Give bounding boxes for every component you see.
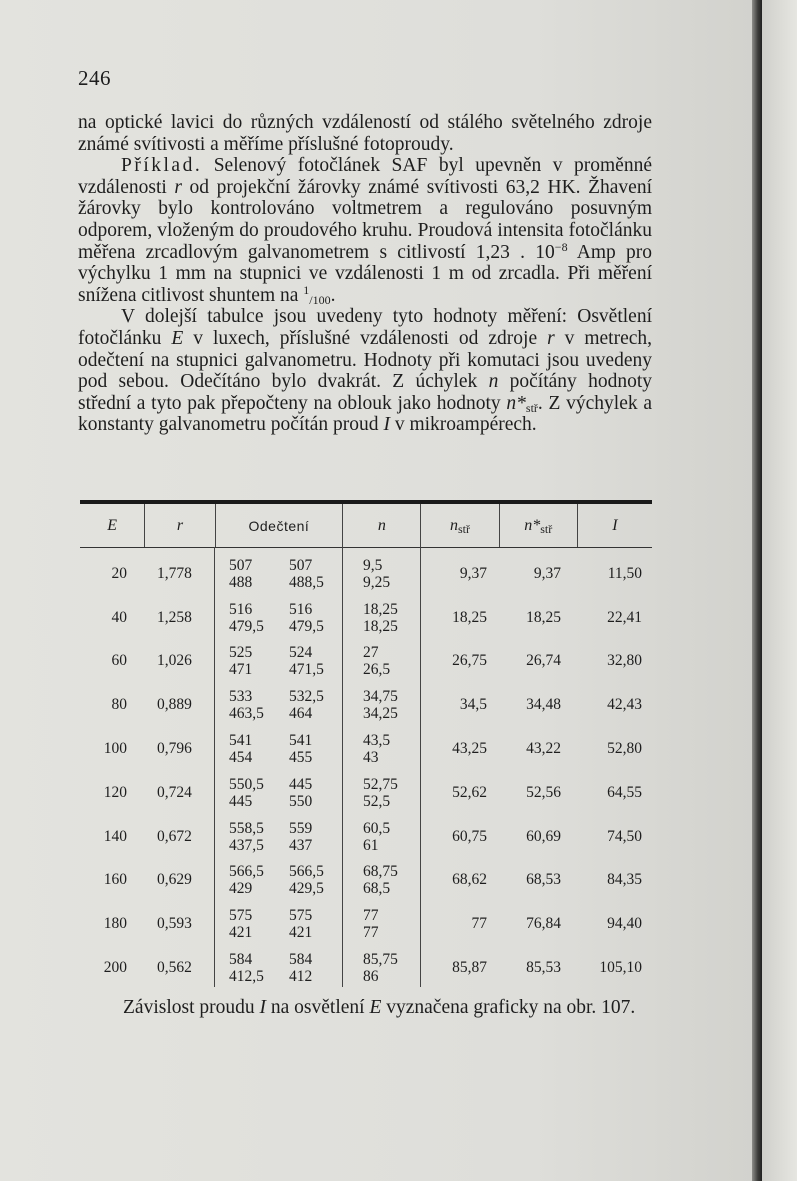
cell-nstr: 9,37	[459, 564, 487, 582]
deflection-2: 9,25	[363, 573, 391, 591]
cell-nstarstr: 18,25	[526, 608, 561, 626]
symbol-I: I	[259, 997, 266, 1018]
cell-n	[343, 815, 421, 859]
deflection-1: 85,75	[363, 951, 398, 969]
deflection-1: 43,5	[363, 732, 391, 750]
reading-top	[229, 644, 312, 661]
reading-top	[229, 732, 312, 749]
reading-top	[229, 863, 324, 880]
reading-bottom	[229, 618, 324, 635]
reading-top	[229, 951, 312, 968]
cell-odecteni	[215, 815, 343, 859]
paragraph-3-text-d: počítány hodnoty střední a tyto pak přepočteny na oblouk jako hodnoty	[78, 371, 652, 414]
reading-bottom	[229, 924, 312, 941]
cell-n	[343, 771, 421, 815]
closing-text-c: vyznačena graficky na obr. 107.	[381, 997, 636, 1018]
symbol-n: n	[488, 371, 499, 393]
deflection-1: 77	[363, 907, 379, 925]
reading-1b: 566,5	[289, 863, 324, 881]
reading-top	[229, 907, 312, 924]
reading-1b: 516	[289, 600, 313, 618]
book-spine-shadow	[752, 0, 762, 1181]
reading-1a: 541	[229, 732, 253, 750]
cell-E: 100	[103, 740, 127, 758]
reading-1b: 445	[289, 775, 313, 793]
cell-nstarstr: 26,74	[526, 652, 561, 670]
cell-nstarstr: 85,53	[526, 959, 561, 977]
reading-1a: 550,5	[229, 775, 264, 793]
reading-1a: 584	[229, 951, 253, 969]
reading-1a: 516	[229, 600, 253, 618]
reading-bottom	[229, 968, 312, 985]
header-odecteni: Odečtení	[215, 504, 343, 547]
reading-2b: 479,5	[289, 617, 324, 635]
closing-paragraph-text	[80, 996, 654, 1020]
reading-2a: 421	[229, 924, 253, 942]
deflection-1: 34,75	[363, 688, 398, 706]
closing-text-a: Závislost proudu	[123, 997, 260, 1018]
reading-bottom	[229, 749, 312, 766]
paragraph-1: na optické lavici do různých vzdáleností od stálého světelného zdroje známé svítivosti a měříme příslušné fotoproudy.	[78, 112, 652, 155]
cell-nstr: 60,75	[452, 827, 487, 845]
table-row	[80, 683, 652, 727]
deflection-1: 9,5	[363, 556, 383, 574]
reading-2a: 454	[229, 749, 253, 767]
cell-odecteni	[215, 859, 343, 903]
cell-I: 22,41	[607, 608, 642, 626]
table-body	[80, 548, 652, 990]
table-header	[80, 504, 652, 548]
reading-1a: 566,5	[229, 863, 264, 881]
table-row	[80, 815, 652, 859]
reading-2a: 429	[229, 880, 253, 898]
reading-1b: 532,5	[289, 688, 324, 706]
paragraph-3-text-a: V dolejší tabulce jsou uvedeny tyto hodnoty měření: Osvětlení fotočlánku	[78, 306, 652, 349]
deflection-1: 68,75	[363, 863, 398, 881]
table-row	[80, 552, 652, 596]
table-row	[80, 946, 652, 990]
cell-odecteni	[215, 946, 343, 990]
paragraph-2-text-b: od projekční žárovky známé svítivosti 63,2 HK. Žhavení žárovky bylo kontrolováno voltmetrem a regulováno posuvným odporem, vloženým do proudového kruhu. Proudová intensita fotočlánku měřena zrcadlovým galvanometrem s citlivostí 1,23 . 10	[78, 176, 652, 263]
deflection-2: 18,25	[363, 617, 398, 635]
symbol-r: r	[174, 176, 182, 198]
fraction-denominator: /100	[309, 292, 331, 307]
closing-text-b: na osvětlení	[266, 997, 370, 1018]
cell-I: 64,55	[607, 783, 642, 801]
cell-nstarstr: 52,56	[526, 783, 561, 801]
cell-I: 74,50	[607, 827, 642, 845]
cell-r: 0,889	[157, 696, 192, 714]
reading-1a: 507	[229, 556, 253, 574]
header-nstr-symbol: n	[450, 516, 459, 534]
table-row	[80, 771, 652, 815]
cell-odecteni	[215, 552, 343, 596]
cell-n	[343, 859, 421, 903]
header-nstr-subscript: stř	[458, 522, 471, 536]
cell-E: 20	[111, 564, 127, 582]
cell-I: 94,40	[607, 915, 642, 933]
deflection-2: 34,25	[363, 705, 398, 723]
paragraph-2	[78, 155, 652, 306]
fraction-numerator: 1	[303, 282, 310, 297]
reading-2b: 412	[289, 968, 313, 986]
reading-bottom	[229, 705, 312, 722]
reading-2b: 429,5	[289, 880, 324, 898]
symbol-E: E	[171, 327, 184, 349]
table-row	[80, 640, 652, 684]
symbol-I: I	[383, 414, 390, 436]
column-divider	[420, 547, 421, 987]
deflection-2: 26,5	[363, 661, 391, 679]
reading-2b: 550	[289, 792, 313, 810]
cell-E: 60	[111, 652, 127, 670]
cell-r: 0,562	[157, 959, 192, 977]
deflection-2: 77	[363, 924, 379, 942]
reading-2a: 479,5	[229, 617, 264, 635]
column-divider	[214, 547, 215, 987]
column-divider	[342, 547, 343, 987]
closing-paragraph	[80, 996, 654, 1020]
paragraph-2-end: .	[330, 284, 336, 306]
cell-nstr: 85,87	[452, 959, 487, 977]
reading-1b: 524	[289, 644, 313, 662]
cell-nstr: 18,25	[452, 608, 487, 626]
cell-nstarstr: 43,22	[526, 740, 561, 758]
deflection-1: 27	[363, 644, 379, 662]
reading-bottom	[229, 661, 324, 678]
page-number: 246	[78, 66, 111, 90]
reading-2a: 471	[229, 661, 253, 679]
cell-nstr: 52,62	[452, 783, 487, 801]
table-row	[80, 859, 652, 903]
cell-I: 84,35	[607, 871, 642, 889]
cell-nstr: 26,75	[452, 652, 487, 670]
deflection-1: 60,5	[363, 819, 391, 837]
cell-r: 1,026	[157, 652, 192, 670]
cell-I: 42,43	[607, 696, 642, 714]
cell-E: 120	[103, 783, 127, 801]
cell-n	[343, 727, 421, 771]
header-nstr	[420, 504, 498, 547]
cell-r: 0,672	[157, 827, 192, 845]
cell-n	[343, 946, 421, 990]
symbol-nstar-subscript: stř	[525, 400, 538, 415]
paragraph-3-text-f: v mikroampérech.	[389, 414, 537, 436]
reading-top	[229, 776, 312, 793]
paragraph-3-text-e: . Z výchylek a konstanty galvanometru počítán proud	[78, 392, 652, 436]
reading-top	[229, 557, 312, 574]
reading-top	[229, 820, 312, 837]
reading-1b: 507	[289, 556, 313, 574]
cell-E: 80	[111, 696, 127, 714]
reading-1a: 558,5	[229, 819, 264, 837]
paragraph-3-text-b: v luxech, příslušné vzdálenosti od zdroje	[183, 327, 548, 349]
paragraph-3	[78, 306, 652, 436]
cell-odecteni	[215, 596, 343, 640]
header-nstarstr-symbol: n*	[524, 516, 541, 534]
deflection-2: 43	[363, 749, 379, 767]
header-nstarstr	[499, 504, 577, 547]
paragraph-2-text-a: Selenový fotočlánek SAF byl upevněn v proměnné vzdálenosti	[78, 155, 652, 198]
cell-nstarstr: 34,48	[526, 696, 561, 714]
cell-odecteni	[215, 640, 343, 684]
symbol-E: E	[369, 997, 382, 1018]
reading-1b: 575	[289, 907, 313, 925]
reading-2b: 488,5	[289, 573, 324, 591]
cell-r: 0,629	[157, 871, 192, 889]
cell-n	[343, 902, 421, 946]
deflection-2: 61	[363, 836, 379, 854]
deflection-2: 86	[363, 968, 379, 986]
cell-r: 0,593	[157, 915, 192, 933]
cell-nstr: 68,62	[452, 871, 487, 889]
cell-r: 0,724	[157, 783, 192, 801]
reading-1b: 541	[289, 732, 313, 750]
deflection-2: 52,5	[363, 792, 391, 810]
reading-2a: 463,5	[229, 705, 264, 723]
reading-2b: 455	[289, 749, 313, 767]
reading-1a: 533	[229, 688, 253, 706]
exponent: −8	[554, 239, 568, 254]
cell-nstr: 34,5	[459, 696, 487, 714]
cell-odecteni	[215, 902, 343, 946]
reading-top	[229, 601, 312, 618]
reading-2a: 437,5	[229, 836, 264, 854]
reading-2a: 445	[229, 792, 253, 810]
reading-1b: 584	[289, 951, 313, 969]
header-I: I	[577, 504, 652, 547]
cell-I: 52,80	[607, 740, 642, 758]
header-nstarstr-subscript: stř	[540, 522, 553, 536]
paragraph-3-text-c: v metrech, odečtení na stupnici galvanometru. Hodnoty při komutaci jsou uvedeny pod sebou. Odečítáno bylo dvakrát. Z úchylek	[78, 327, 653, 393]
cell-r: 1,778	[157, 564, 192, 582]
deflection-2: 68,5	[363, 880, 391, 898]
symbol-r: r	[547, 327, 555, 349]
reading-2a: 488	[229, 573, 253, 591]
symbol-nstar: n*	[506, 392, 526, 414]
reading-bottom	[229, 793, 312, 810]
cell-n	[343, 683, 421, 727]
cell-nstarstr: 60,69	[526, 827, 561, 845]
cell-E: 140	[103, 827, 127, 845]
reading-1b: 559	[289, 819, 313, 837]
facing-page-edge	[762, 0, 797, 1181]
table-row	[80, 727, 652, 771]
cell-I: 32,80	[607, 652, 642, 670]
cell-E: 40	[111, 608, 127, 626]
reading-2a: 412,5	[229, 968, 264, 986]
cell-E: 200	[103, 959, 127, 977]
cell-E: 180	[103, 915, 127, 933]
header-n: n	[342, 504, 420, 547]
reading-1a: 525	[229, 644, 253, 662]
reading-bottom	[229, 837, 312, 854]
cell-E: 160	[103, 871, 127, 889]
table-row	[80, 596, 652, 640]
example-label: Příklad.	[121, 155, 203, 177]
cell-nstr: 77	[471, 915, 487, 933]
cell-nstarstr: 68,53	[526, 871, 561, 889]
cell-odecteni	[215, 727, 343, 771]
cell-odecteni	[215, 771, 343, 815]
cell-nstr: 43,25	[452, 740, 487, 758]
reading-bottom	[229, 880, 324, 897]
paragraph-2-text-c: Amp pro výchylku 1 mm na stupnici ve vzdálenosti 1 m od zrcadla. Při měření snížena citlivost shuntem na	[78, 241, 652, 306]
reading-2b: 421	[289, 924, 313, 942]
table-row	[80, 902, 652, 946]
cell-nstarstr: 9,37	[533, 564, 561, 582]
cell-r: 1,258	[157, 608, 192, 626]
header-r: r	[144, 504, 214, 547]
cell-r: 0,796	[157, 740, 192, 758]
reading-top	[229, 688, 324, 705]
cell-n	[343, 596, 421, 640]
cell-nstarstr: 76,84	[526, 915, 561, 933]
measurement-table	[80, 500, 652, 990]
deflection-1: 52,75	[363, 775, 398, 793]
reading-2b: 437	[289, 836, 313, 854]
cell-I: 105,10	[599, 959, 642, 977]
deflection-1: 18,25	[363, 600, 398, 618]
reading-2b: 464	[289, 705, 313, 723]
cell-n	[343, 640, 421, 684]
reading-bottom	[229, 574, 324, 591]
body-text	[78, 112, 652, 436]
cell-n	[343, 552, 421, 596]
reading-1a: 575	[229, 907, 253, 925]
cell-I: 11,50	[607, 564, 642, 582]
header-E: E	[107, 516, 118, 534]
reading-2b: 471,5	[289, 661, 324, 679]
cell-odecteni	[215, 683, 343, 727]
